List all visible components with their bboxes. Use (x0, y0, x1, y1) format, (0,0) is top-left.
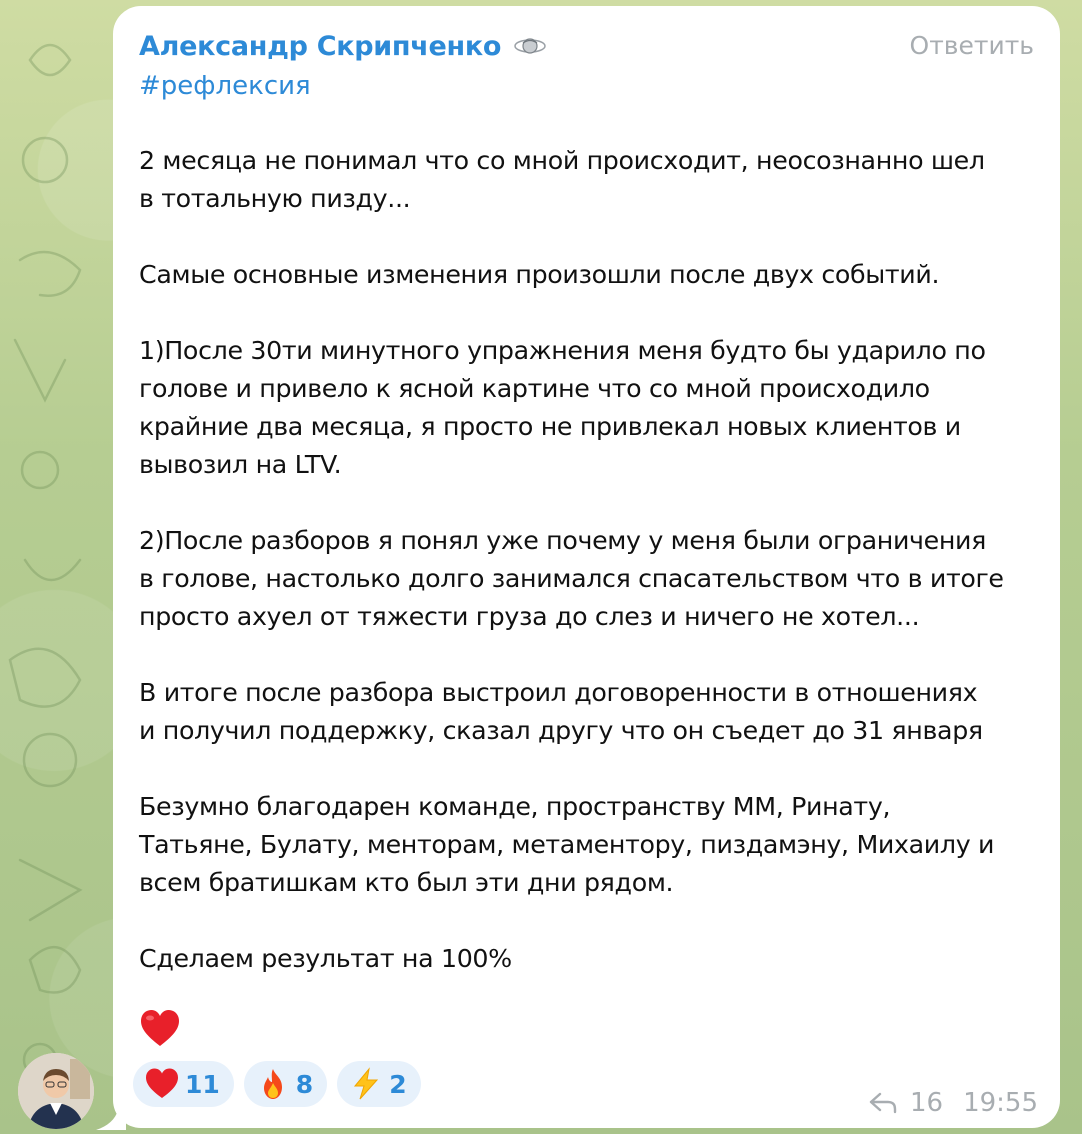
text-line: Безумно благодарен команде, пространству ММ, Ринату, (139, 792, 891, 821)
reaction-lightning[interactable] (337, 1061, 420, 1107)
reactions-bar (133, 1061, 421, 1107)
reaction-fire[interactable] (244, 1061, 327, 1107)
text-line: и получил поддержку, сказал другу что он съедет до 31 января (139, 716, 983, 745)
wallpaper-doodles (0, 0, 115, 1134)
text-line: всем братишкам кто был эти дни рядом. (139, 868, 674, 897)
text-line: в тотальную пизду... (139, 184, 411, 213)
message-meta (868, 1088, 1038, 1118)
text-line: голове и привело к ясной картине что со мной происходило (139, 374, 930, 403)
text-line: 1)После 30ти минутного упражнения меня будто бы ударило по (139, 336, 986, 365)
text-line: Татьяне, Булату, менторам, метаментору, пиздамэну, Михаилу и (139, 830, 995, 859)
reaction-count: 2 (389, 1069, 407, 1099)
lightning-icon (349, 1067, 383, 1101)
message-text (139, 142, 1034, 978)
message-paragraph (139, 674, 1034, 750)
text-line: вывозил на LTV. (139, 450, 342, 479)
hashtag-link[interactable]: #рефлексия (139, 71, 311, 101)
replies-count: 16 (909, 1088, 944, 1118)
heart-icon (145, 1067, 179, 1101)
message-paragraph (139, 522, 1034, 636)
reaction-count: 8 (295, 1069, 314, 1099)
message-paragraph (139, 332, 1034, 484)
message-paragraph (139, 940, 1034, 978)
text-line: Самые основные изменения произошли после двух событий. (139, 260, 940, 289)
reaction-heart[interactable] (133, 1061, 234, 1107)
message-paragraph (139, 788, 1034, 902)
fire-icon (256, 1067, 290, 1101)
heart-emoji-icon (139, 1008, 181, 1050)
text-line: просто ахуел от тяжести груза до слез и ничего не хотел... (139, 602, 920, 631)
reply-button[interactable]: Ответить (909, 31, 1034, 60)
text-line: Сделаем результат на 100% (139, 944, 512, 973)
message-header (139, 26, 1034, 66)
message-paragraph (139, 142, 1034, 218)
text-line: крайние два месяца, я просто не привлекал новых клиентов и (139, 412, 961, 441)
avatar-photo (18, 1053, 94, 1129)
reply-arrow-icon[interactable] (868, 1091, 898, 1115)
reaction-count: 11 (185, 1069, 220, 1099)
text-line: 2)После разборов я понял уже почему у меня были ограничения (139, 526, 986, 555)
author-name[interactable]: Александр Скрипченко (139, 30, 502, 62)
text-line: в голове, настолько долго занимался спасательством что в итоге (139, 564, 1004, 593)
message-paragraph (139, 256, 1034, 294)
message-bubble (113, 6, 1060, 1128)
avatar[interactable] (18, 1053, 94, 1129)
text-line: В итоге после разбора выстроил договоренности в отношениях (139, 678, 978, 707)
message-time: 19:55 (963, 1088, 1038, 1118)
text-line: 2 месяца не понимал что со мной происходит, неосознанно шел (139, 146, 985, 175)
planet-emoji-icon (513, 33, 547, 59)
